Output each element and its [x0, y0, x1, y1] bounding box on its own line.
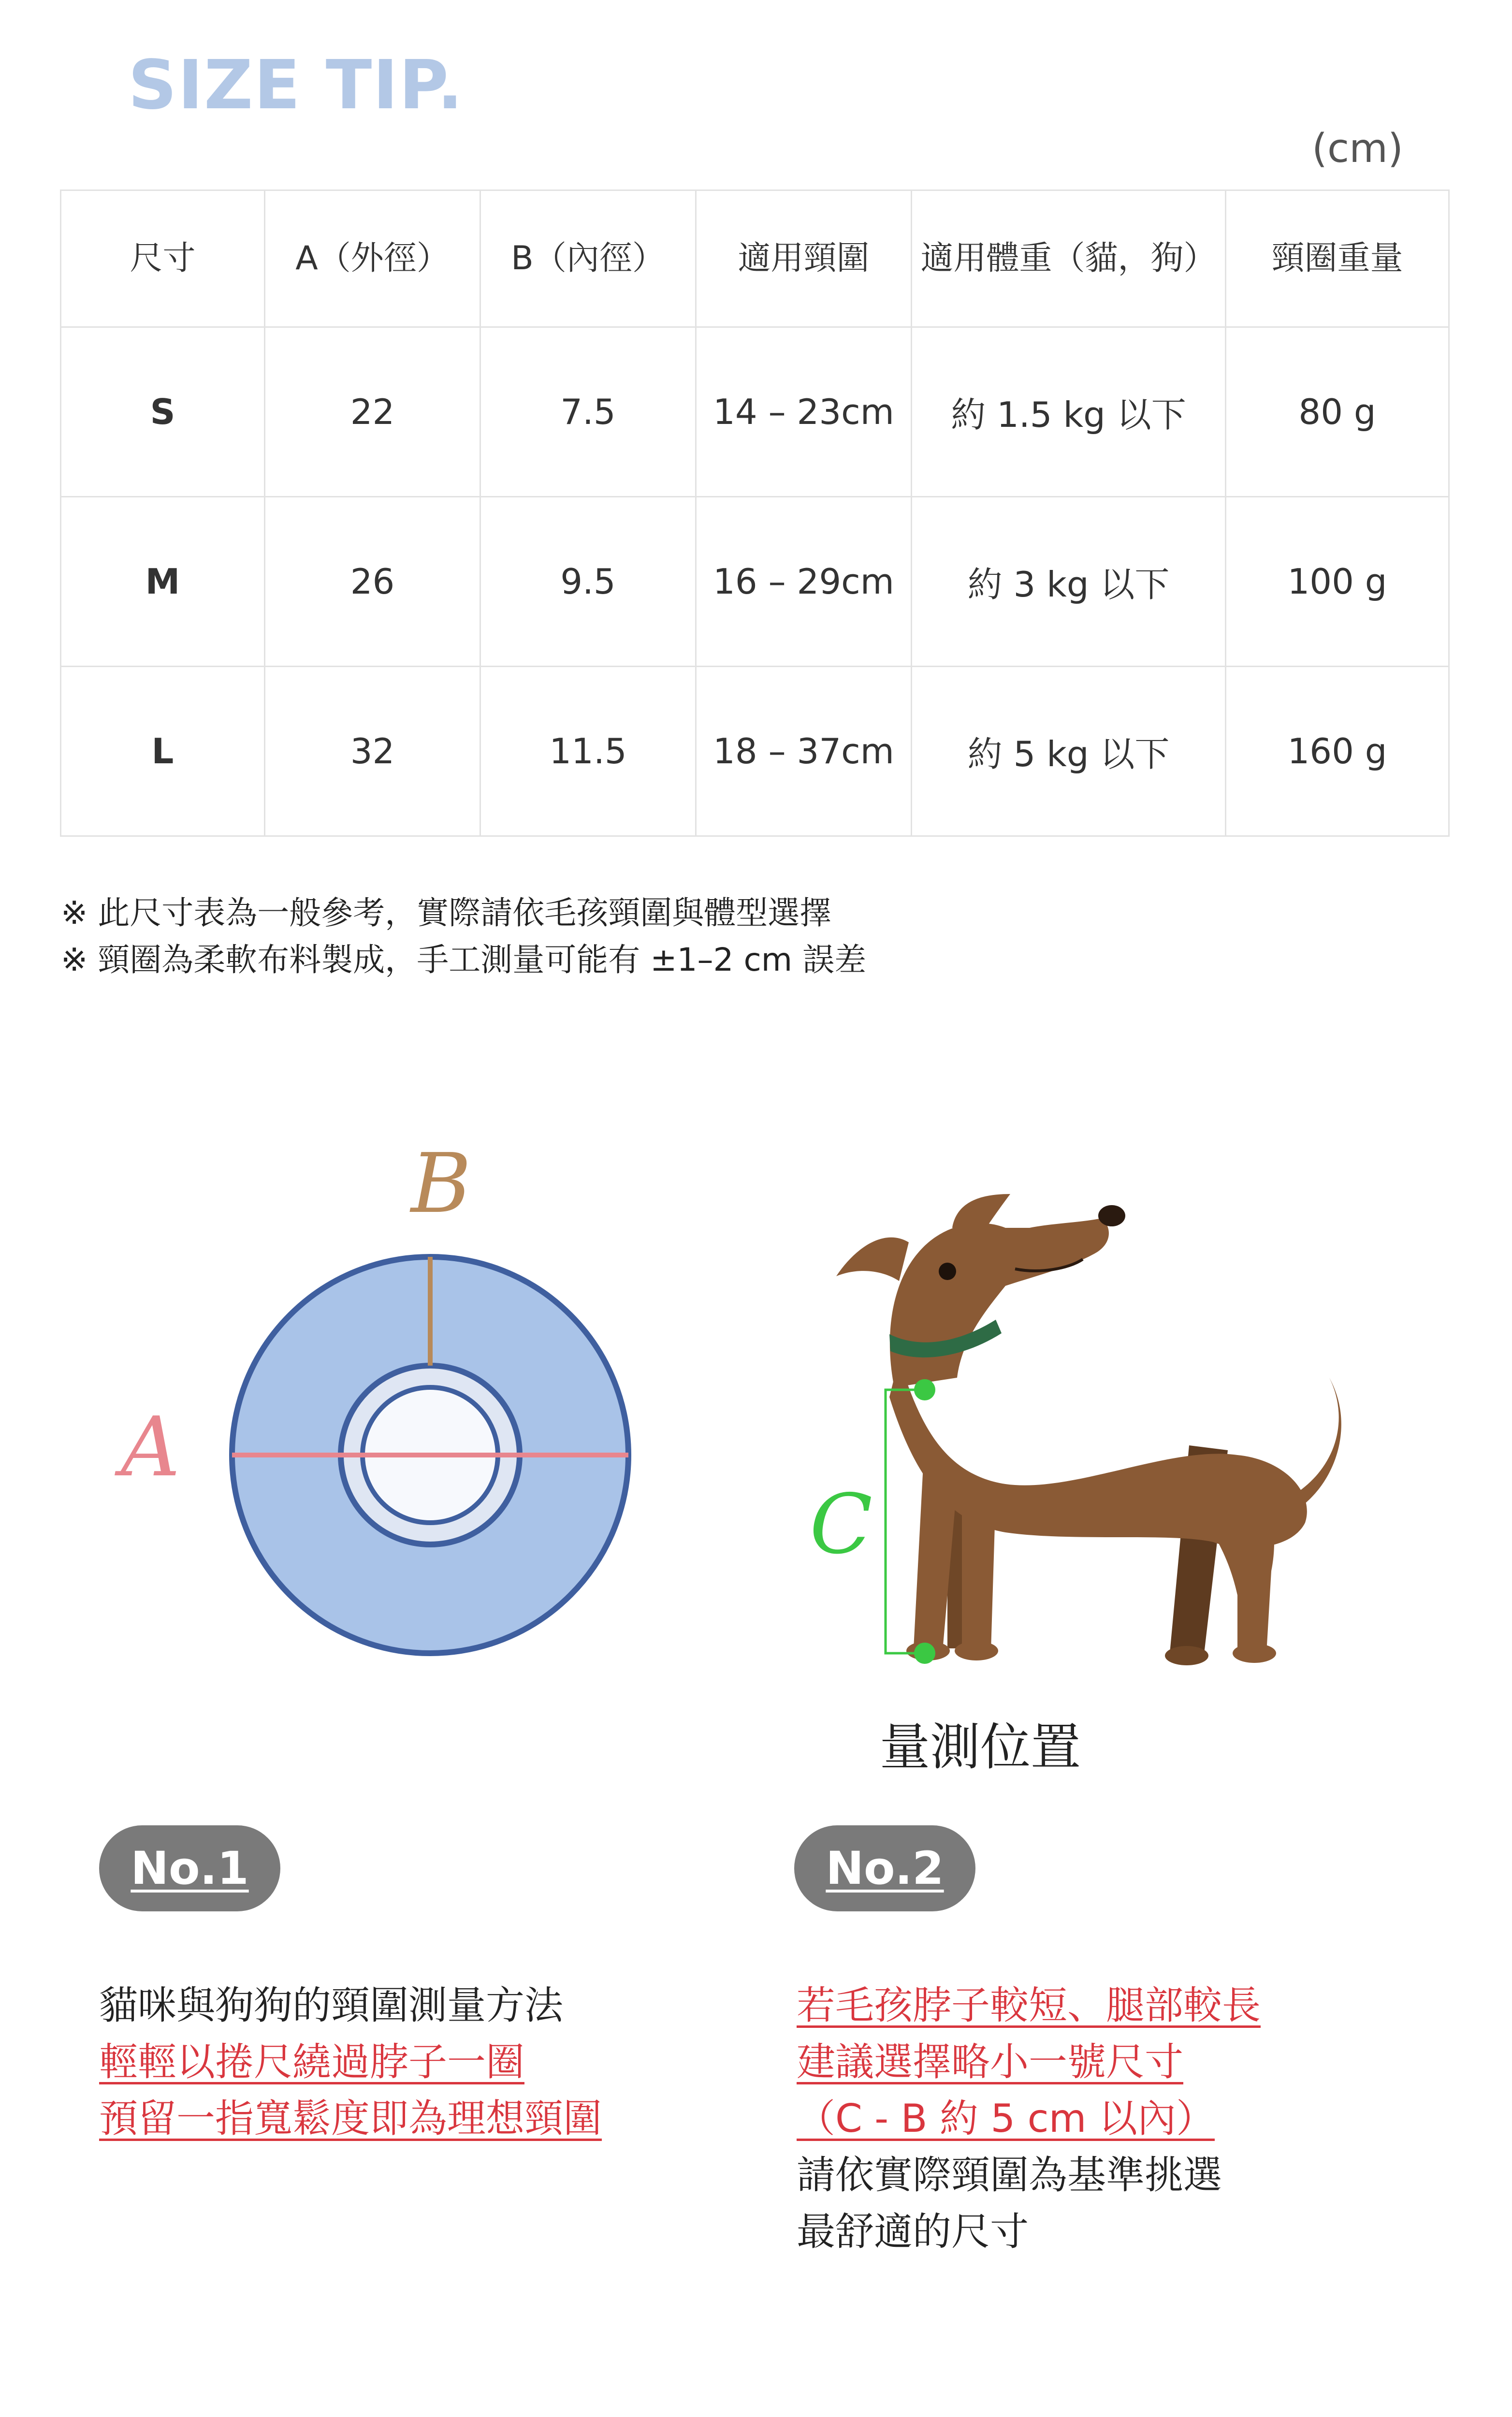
- tip-line: 最舒適的尺寸: [797, 2209, 1029, 2254]
- cell-collar-weight: 80 g: [1226, 327, 1449, 497]
- table-header-row: [61, 190, 1449, 327]
- cell-weight: 約 5 kg 以下: [912, 667, 1226, 836]
- cell-outer: 22: [265, 327, 480, 497]
- cell-size: L: [61, 667, 265, 836]
- tip-line: 請依實際頸圍為基準挑選: [797, 2153, 1222, 2198]
- header-collar-weight: 頸圈重量: [1226, 190, 1449, 327]
- tip-line-highlight: 若毛孩脖子較短、腿部較長: [797, 1983, 1261, 2028]
- cell-inner: 11.5: [480, 667, 696, 836]
- tip-line-highlight: 預留一指寬鬆度即為理想頸圍: [99, 2096, 602, 2141]
- cell-collar-weight: 160 g: [1226, 667, 1449, 836]
- header-weight-range: 適用體重（貓，狗）: [912, 190, 1226, 327]
- cell-inner: 7.5: [480, 327, 696, 497]
- cell-outer: 32: [265, 667, 480, 836]
- tip-no2-text: [797, 1977, 1261, 2260]
- cell-size: M: [61, 497, 265, 667]
- cell-weight: 約 1.5 kg 以下: [912, 327, 1226, 497]
- page-title: SIZE TIP.: [128, 46, 464, 125]
- header-inner-diameter: B（內徑）: [480, 190, 696, 327]
- label-b: B: [411, 1136, 471, 1232]
- table-row: [61, 497, 1449, 667]
- tip-line: 貓咪與狗狗的頸圍測量方法: [99, 1983, 563, 2028]
- dog-illustration: [802, 1107, 1382, 1687]
- measure-dot-top: [914, 1379, 935, 1400]
- cell-outer: 26: [265, 497, 480, 667]
- tip-no1-text: [99, 1977, 602, 2147]
- unit-label: (cm): [1312, 126, 1403, 172]
- dog-figure: [836, 1194, 1341, 1665]
- note-reference: ※ 此尺寸表為一般參考，實際請依毛孩頸圍與體型選擇: [61, 894, 832, 932]
- measure-position-caption: 量測位置: [880, 1718, 1081, 1776]
- label-a: A: [121, 1399, 180, 1495]
- measure-dot-bottom: [914, 1643, 935, 1664]
- badge-no1: No.1: [99, 1825, 280, 1911]
- header-neck-range: 適用頸圍: [696, 190, 912, 327]
- header-size: 尺寸: [61, 190, 265, 327]
- cell-weight: 約 3 kg 以下: [912, 497, 1226, 667]
- tip-line-highlight: 建議選擇略小一號尺寸: [797, 2039, 1183, 2084]
- note-tolerance: ※ 頸圈為柔軟布料製成，手工測量可能有 ±1–2 cm 誤差: [61, 941, 867, 978]
- cell-size: S: [61, 327, 265, 497]
- tip-line-highlight: （C - B 約 5 cm 以內）: [797, 2096, 1215, 2141]
- table-row: [61, 327, 1449, 497]
- cell-neck: 16 – 29cm: [696, 497, 912, 667]
- cell-inner: 9.5: [480, 497, 696, 667]
- cell-neck: 18 – 37cm: [696, 667, 912, 836]
- label-c: C: [810, 1477, 873, 1573]
- table-row: [61, 667, 1449, 836]
- badge-no2: No.2: [794, 1825, 975, 1911]
- cell-collar-weight: 100 g: [1226, 497, 1449, 667]
- header-outer-diameter: A（外徑）: [265, 190, 480, 327]
- size-table: [60, 189, 1450, 837]
- tip-line-highlight: 輕輕以捲尺繞過脖子一圈: [99, 2039, 524, 2084]
- cell-neck: 14 – 23cm: [696, 327, 912, 497]
